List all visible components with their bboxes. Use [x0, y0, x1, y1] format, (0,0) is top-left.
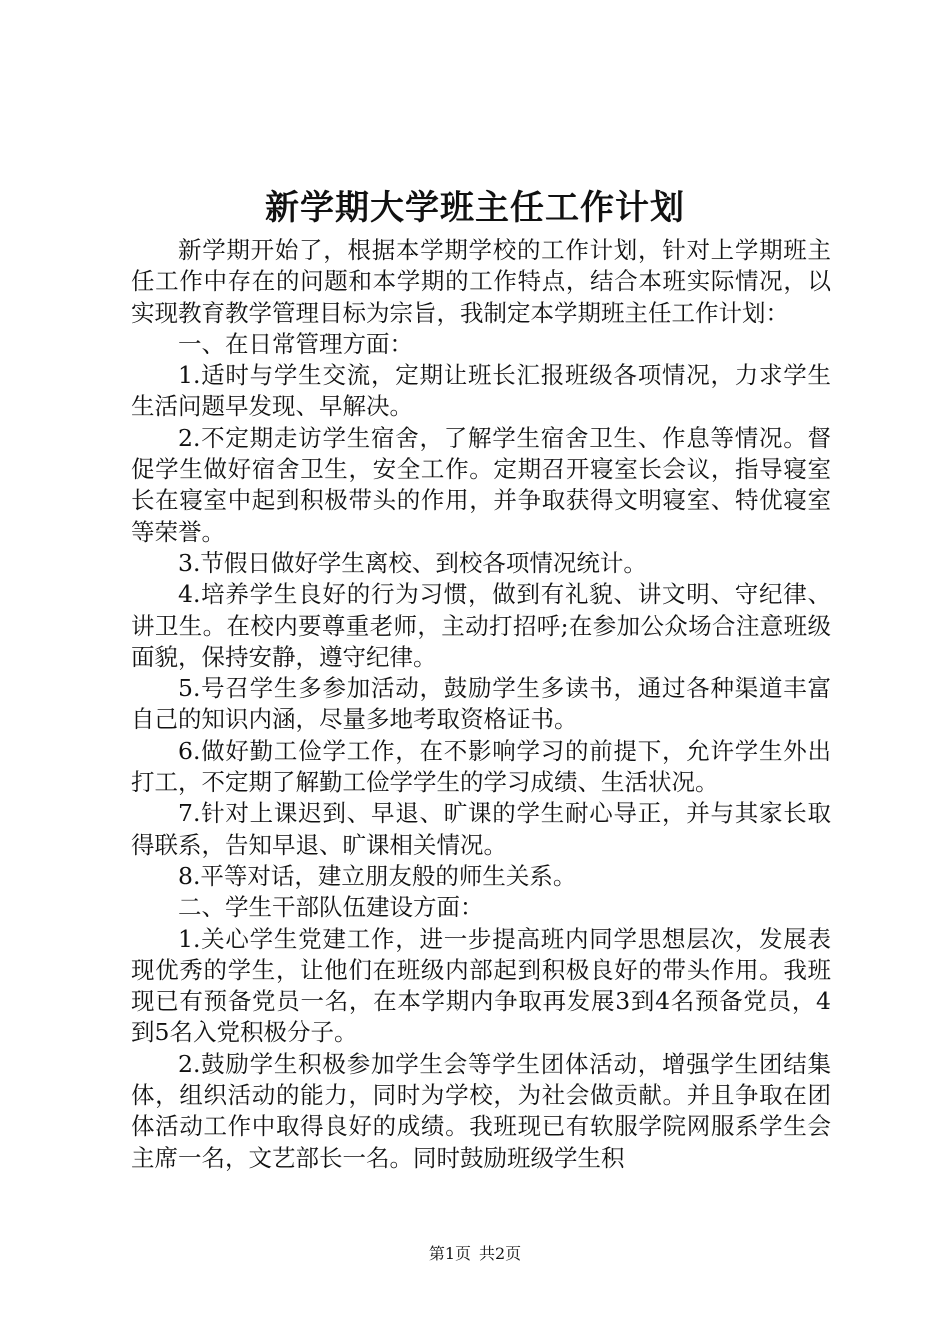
paragraph-item: 7.针对上课迟到、早退、旷课的学生耐心导正，并与其家长取得联系，告知早退、旷课相关情况。: [131, 799, 831, 859]
page-number-current: 第1页: [428, 1244, 471, 1263]
paragraph-item: 1.适时与学生交流，定期让班长汇报班级各项情况，力求学生生活问题早发现、早解决。: [131, 361, 831, 421]
page-number-total: 共2页: [479, 1244, 522, 1263]
paragraph-item: 5.号召学生多参加活动，鼓励学生多读书，通过各种渠道丰富自己的知识内涵，尽量多地考取资格证书。: [131, 674, 831, 734]
paragraph-item: 6.做好勤工俭学工作，在不影响学习的前提下，允许学生外出打工，不定期了解勤工俭学学生的学习成绩、生活状况。: [131, 736, 831, 797]
document-body: [131, 235, 831, 1174]
paragraph-item: 4.培养学生良好的行为习惯，做到有礼貌、讲文明、守纪律、讲卫生。在校内要尊重老师，主动打招呼;在参加公众场合注意班级面貌，保持安静，遵守纪律。: [131, 580, 831, 671]
paragraph-item: 1.关心学生党建工作，进一步提高班内同学思想层次，发展表现优秀的学生，让他们在班级内部起到积极良好的带头作用。我班现已有预备党员一名，在本学期内争取再发展3到4名预备党员，4到5名入党积极分子。: [131, 924, 831, 1047]
paragraph-item: 8.平等对话，建立朋友般的师生关系。: [178, 861, 577, 890]
paragraph-intro: 新学期开始了，根据本学期学校的工作计划，针对上学期班主任工作中存在的问题和本学期的工作特点，结合本班实际情况，以实现教育教学管理目标为宗旨，我制定本学期班主任工作计划：: [131, 236, 831, 327]
paragraph-item: 3.节假日做好学生离校、到校各项情况统计。: [178, 548, 647, 577]
paragraph-item: 2.鼓励学生积极参加学生会等学生团体活动，增强学生团结集体，组织活动的能力，同时为学校，为社会做贡献。并且争取在团体活动工作中取得良好的成绩。我班现已有软服学院网服系学生会主席一名，文艺部长一名。同时鼓励班级学生积: [131, 1049, 831, 1172]
section-heading-student-cadres: 二、学生干部队伍建设方面：: [178, 893, 484, 922]
paragraph-item: 2.不定期走访学生宿舍，了解学生宿舍卫生、作息等情况。督促学生做好宿舍卫生，安全工作。定期召开寝室长会议，指导寝室长在寝室中起到积极带头的作用，并争取获得文明寝室、特优寝室等荣誉。: [131, 423, 831, 546]
section-heading-daily-management: 一、在日常管理方面：: [178, 329, 413, 358]
page-footer: [0, 1244, 950, 1264]
document-title: 新学期大学班主任工作计划: [265, 188, 685, 228]
